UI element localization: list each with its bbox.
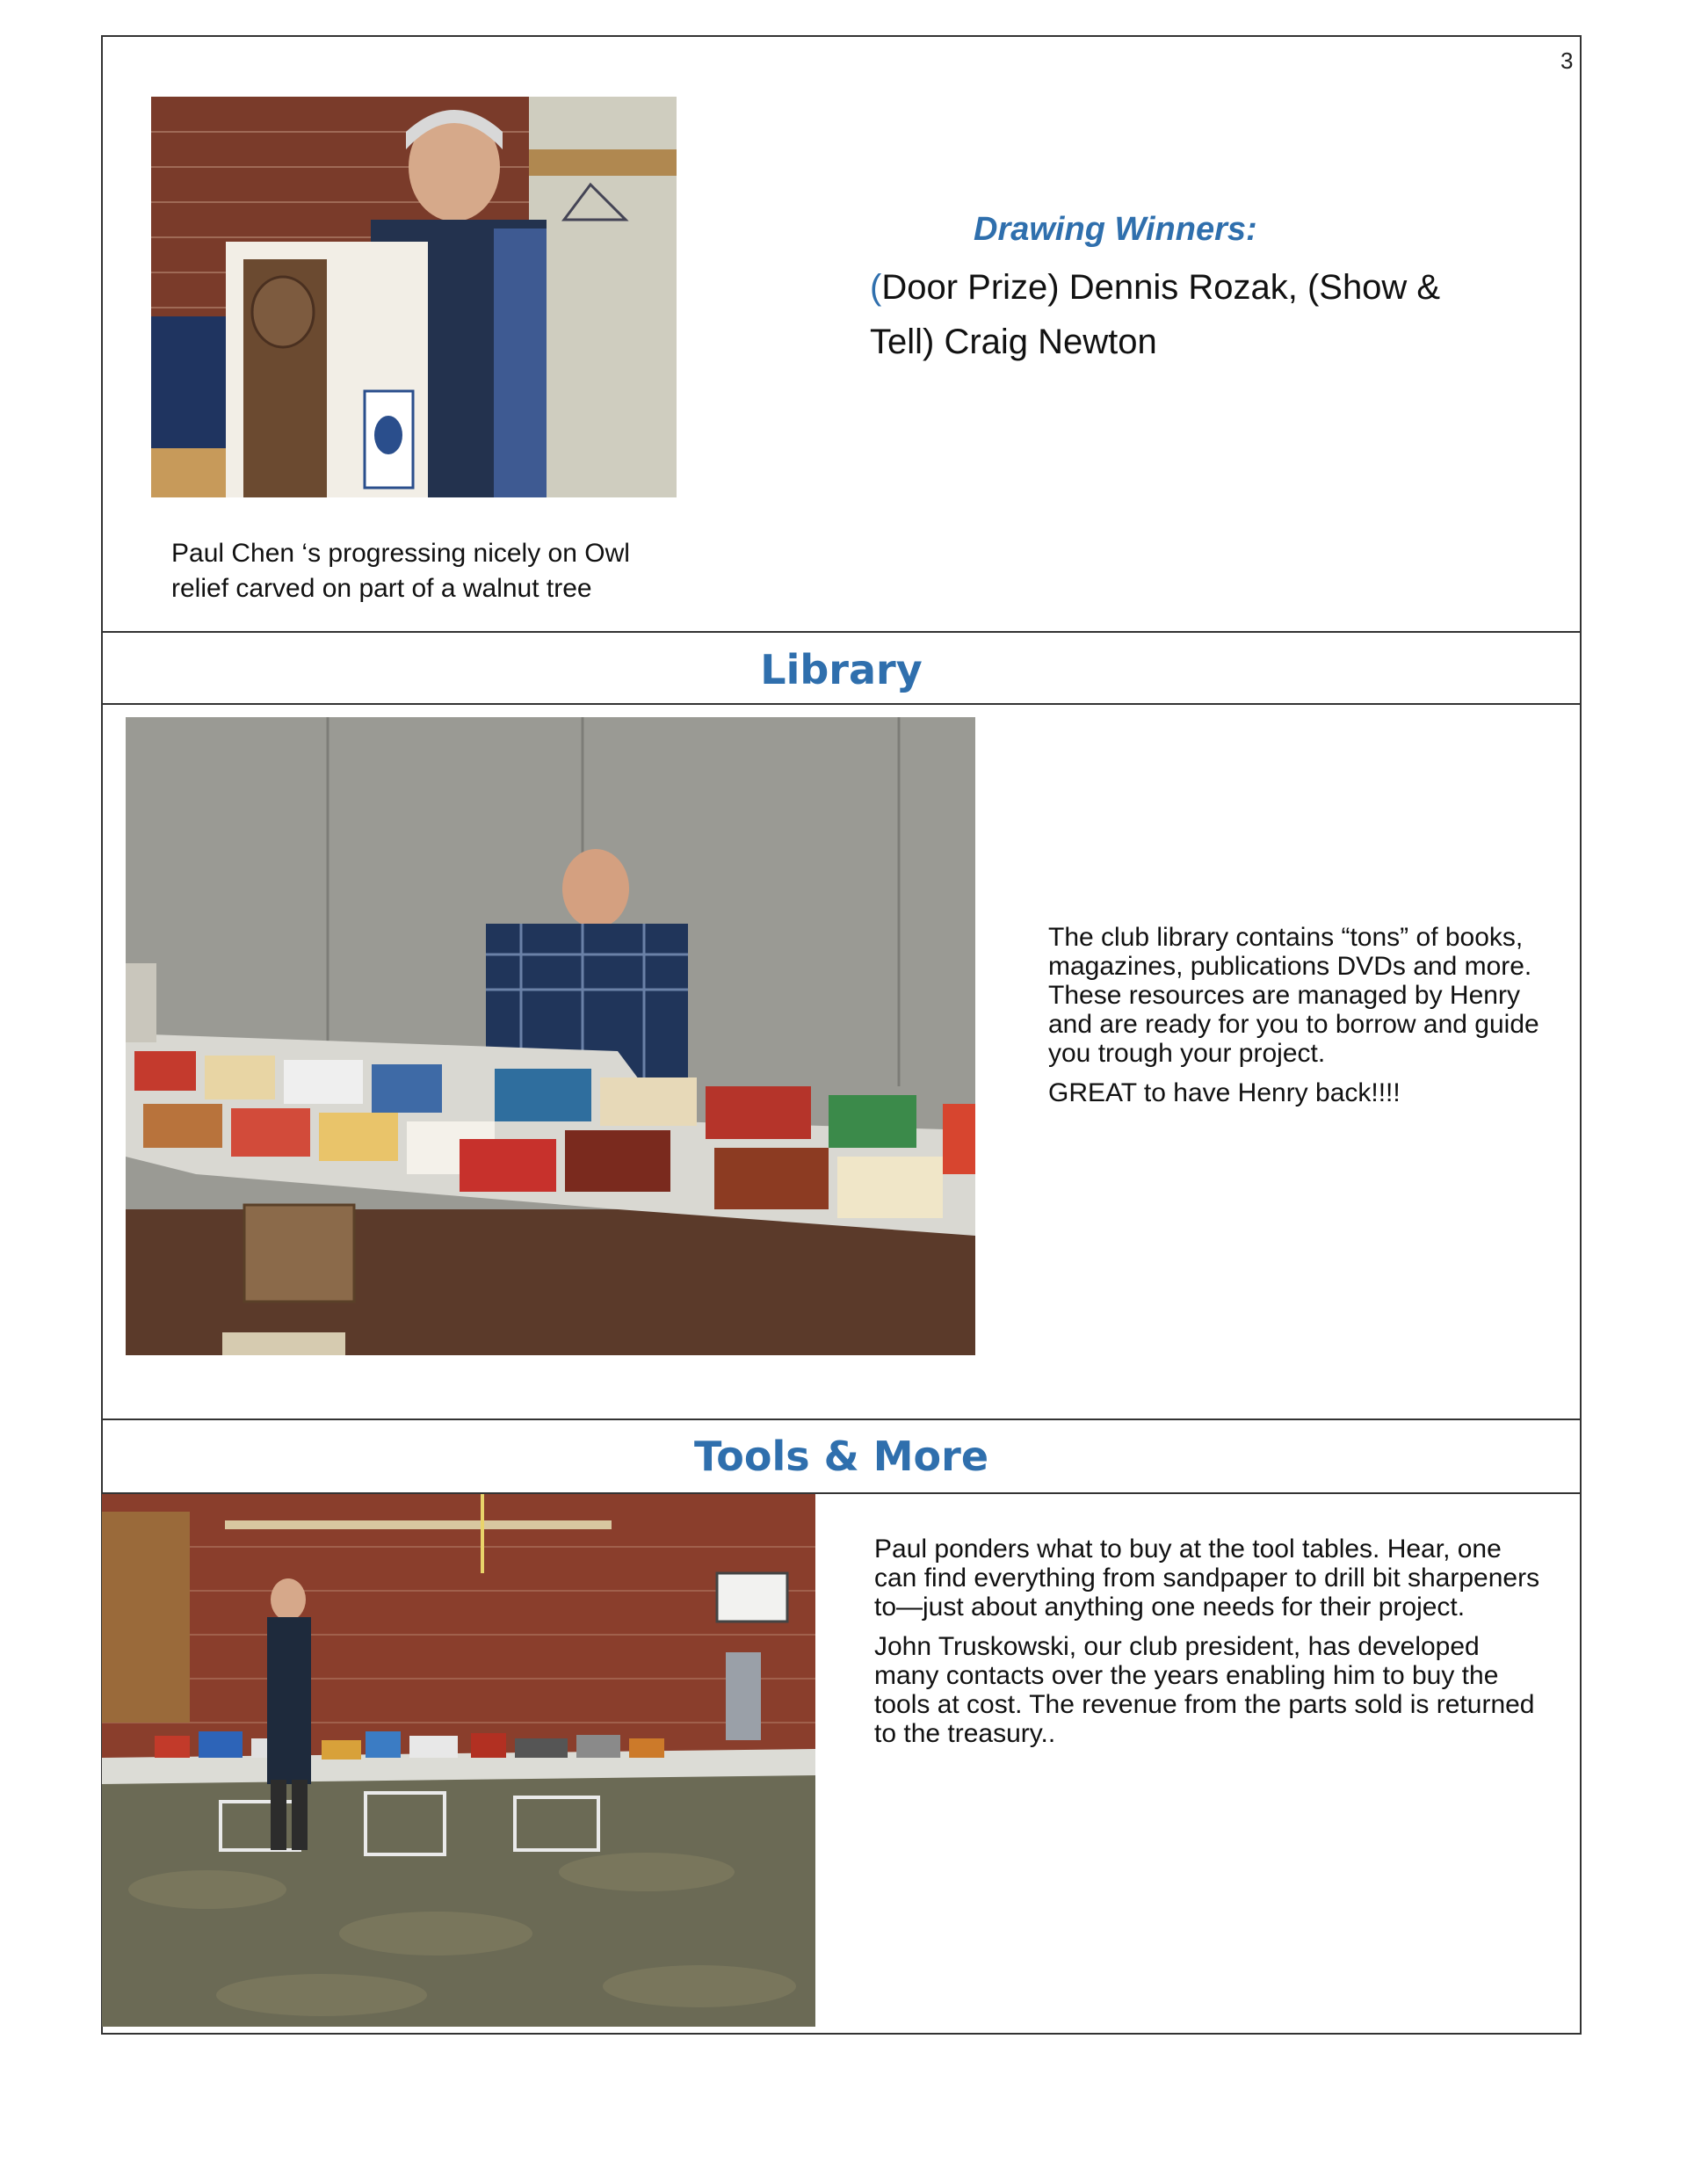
drawing-open-paren: ( — [870, 268, 882, 307]
tools-heading: Tools & More — [693, 1433, 989, 1480]
library-text — [1048, 923, 1540, 1118]
tools-photo — [102, 1494, 815, 2027]
library-photo — [126, 717, 975, 1355]
divider-under-library — [101, 703, 1582, 705]
library-paragraph-2: GREAT to have Henry back!!!! — [1048, 1078, 1401, 1107]
drawing-winners-title: Drawing Winners: — [974, 211, 1257, 248]
tools-paragraph-1: Paul ponders what to buy at the tool tables. Hear, one can find everything from sandpaper to drill bit sharpeners to—just about anything one needs for their project. — [874, 1535, 1540, 1622]
library-heading: Library — [760, 646, 923, 693]
owl-photo-caption: Paul Chen ‘s progressing nicely on Owl relief carved on part of a walnut tree — [171, 539, 630, 603]
divider-top-tools — [101, 1419, 1582, 1420]
library-paragraph-1: The club library contains “tons” of books, magazines, publications DVDs and more. These resources are managed by Henry and are ready for you to borrow and guide you trough your project. — [1048, 923, 1539, 1068]
tools-text — [874, 1535, 1551, 1759]
page-number: 3 — [1560, 47, 1574, 74]
drawing-winners-names: Door Prize) Dennis Rozak, (Show & Tell) Craig Newton — [870, 268, 1441, 361]
drawing-winners-text — [870, 260, 1450, 369]
owl-carving-photo — [151, 97, 677, 497]
tools-paragraph-2: John Truskowski, our club president, has developed many contacts over the years enabling him to buy the tools at cost. The revenue from the parts sold is returned to the treasury.. — [874, 1632, 1535, 1748]
divider-top-library — [101, 631, 1582, 633]
